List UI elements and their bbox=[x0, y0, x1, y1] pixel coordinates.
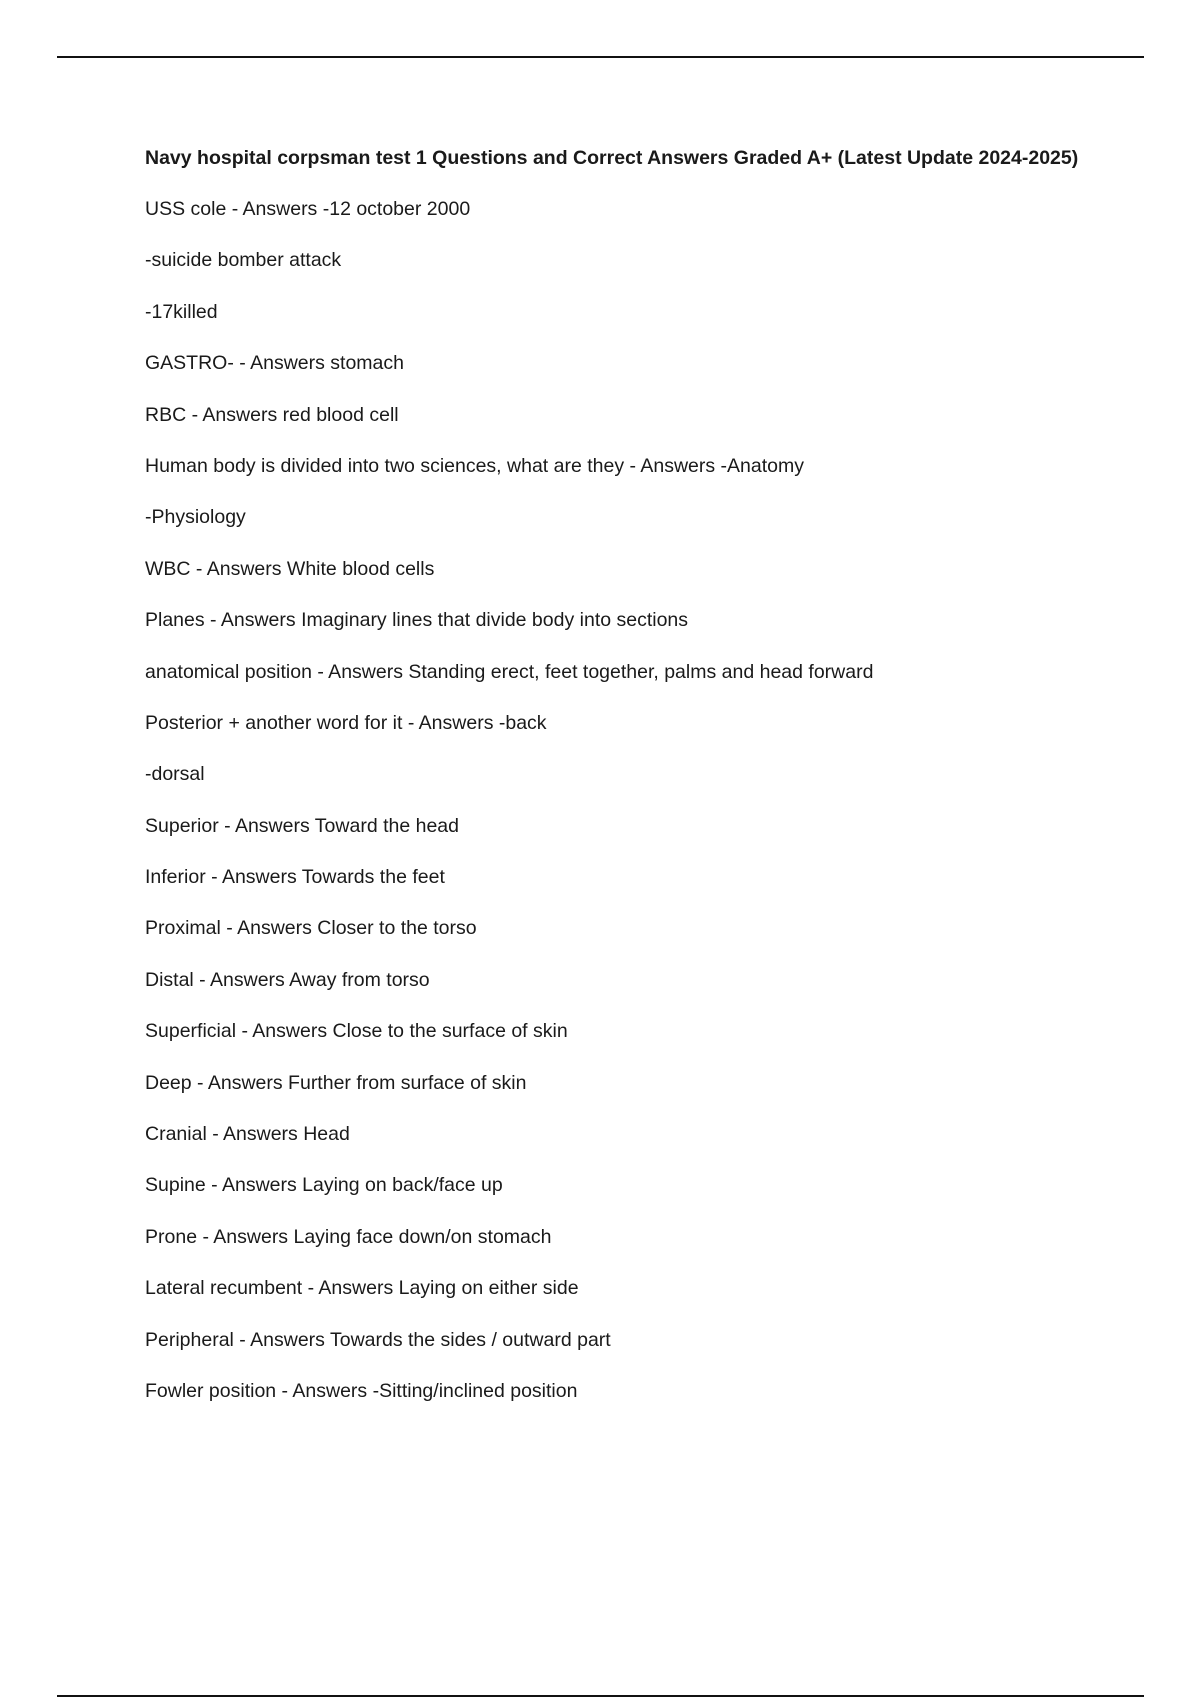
qa-line: -dorsal bbox=[145, 763, 205, 786]
qa-line: Prone - Answers Laying face down/on stomach bbox=[145, 1225, 552, 1248]
footer-rule bbox=[57, 1695, 1144, 1697]
qa-line: Lateral recumbent - Answers Laying on either side bbox=[145, 1277, 579, 1300]
qa-line: -Physiology bbox=[145, 506, 246, 529]
qa-line: Supine - Answers Laying on back/face up bbox=[145, 1174, 503, 1197]
header-rule bbox=[57, 56, 1144, 58]
qa-line: RBC - Answers red blood cell bbox=[145, 403, 399, 426]
qa-line: Proximal - Answers Closer to the torso bbox=[145, 917, 477, 940]
qa-line: anatomical position - Answers Standing erect, feet together, palms and head forward bbox=[145, 660, 874, 683]
qa-line: GASTRO- - Answers stomach bbox=[145, 352, 404, 375]
qa-line: Cranial - Answers Head bbox=[145, 1123, 350, 1146]
qa-line: Superior - Answers Toward the head bbox=[145, 814, 459, 837]
qa-line: Fowler position - Answers -Sitting/inclined position bbox=[145, 1379, 578, 1402]
qa-line: Posterior + another word for it - Answers -back bbox=[145, 711, 547, 734]
qa-line: -17killed bbox=[145, 300, 218, 323]
qa-line: USS cole - Answers -12 october 2000 bbox=[145, 198, 471, 220]
document-body bbox=[145, 144, 1155, 1429]
qa-line: Distal - Answers Away from torso bbox=[145, 968, 430, 991]
qa-line: Deep - Answers Further from surface of skin bbox=[145, 1071, 527, 1094]
document-title: Navy hospital corpsman test 1 Questions and Correct Answers Graded A+ (Latest Update 2024-2025) bbox=[145, 147, 1079, 169]
qa-line: Inferior - Answers Towards the feet bbox=[145, 866, 445, 889]
qa-list bbox=[145, 196, 1155, 1404]
qa-line: Peripheral - Answers Towards the sides / outward part bbox=[145, 1328, 611, 1351]
qa-line: -suicide bomber attack bbox=[145, 249, 342, 272]
qa-line: WBC - Answers White blood cells bbox=[145, 557, 435, 580]
qa-line: Human body is divided into two sciences, what are they - Answers -Anatomy bbox=[145, 454, 804, 477]
qa-line: Superficial - Answers Close to the surface of skin bbox=[145, 1020, 568, 1043]
qa-line: Planes - Answers Imaginary lines that divide body into sections bbox=[145, 609, 689, 632]
